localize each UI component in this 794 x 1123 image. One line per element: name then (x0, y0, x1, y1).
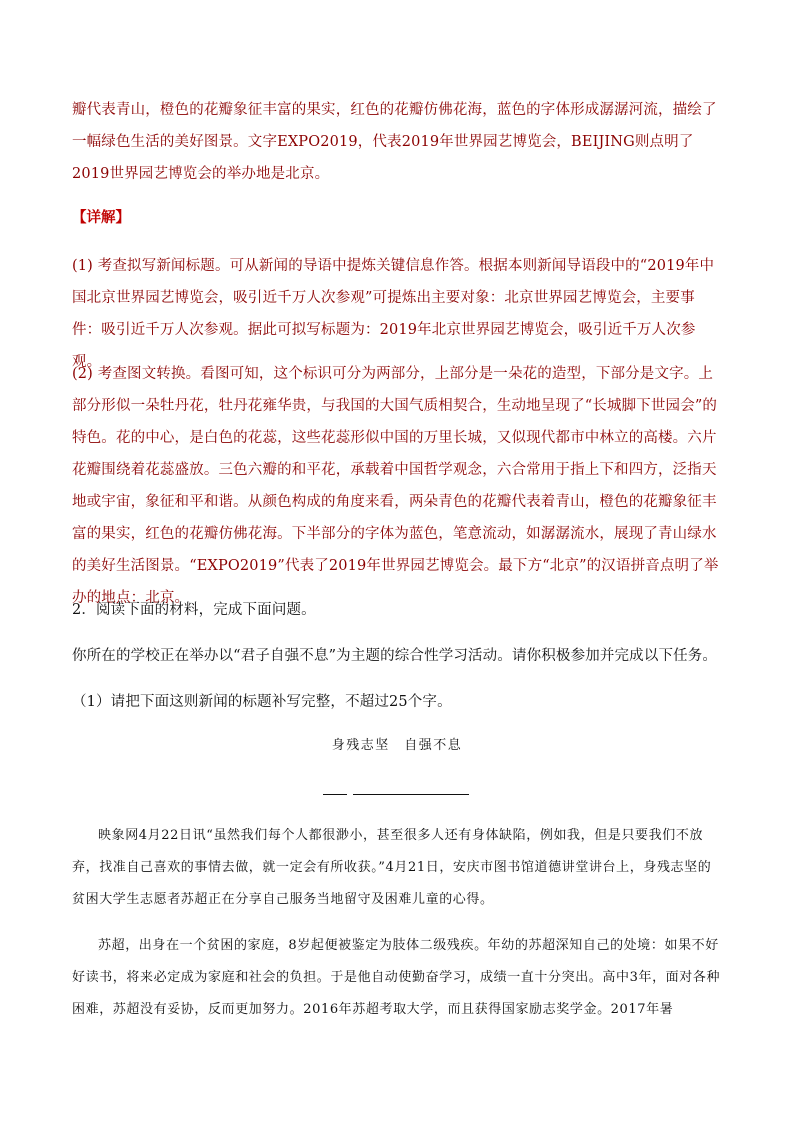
question-2-title: 2．阅读下面的材料，完成下面问题。 (72, 602, 316, 618)
question-2-intro: 你所在的学校正在举办以“君子自强不息”为主题的综合性学习活动。请你积极参加并完成以下任务。 (72, 648, 718, 664)
news-paragraph-2: 苏超，出身在一个贫困的家庭，8岁起便被鉴定为肢体二级残疾。年幼的苏超深知自己的处境：如果不好好读书，将来必定成为家庭和社会的负担。于是他自动使勤奋学习，成绩一直十分突出。高中3年，面对各种困难，苏超没有妥协，反而更加努力。2016年苏超考取大学，而且获得国家励志奖学金。2017年暑 (72, 938, 721, 1017)
intro-paragraph: 瓣代表青山，橙色的花瓣象征丰富的果实，红色的花瓣仿佛花海，蓝色的字体形成潺潺河流，描绘了一幅绿色生活的美好图景。文字EXPO2019，代表2019年世界园艺博览会，BEIJING则点明了2019世界园艺博览会的举办地是北京。 (72, 102, 717, 182)
news-title: 身残志坚 自强不息 (331, 738, 463, 753)
detail-paragraph-1: (1) 考查拟写新闻标题。可从新闻的导语中提炼关键信息作答。根据本则新闻导语段中的“2019年中国北京世界园艺博览会，吸引近千万人次参观”可提炼出主要对象：北京世界园艺博览会，主要事件：吸引近千万人次参观。据此可拟写标题为：2019年北京世界园艺博览会，吸引近千万人次参观。 (72, 258, 715, 370)
question-2-subtask-1: （1）请把下面这则新闻的标题补写完整，不超过25个字。 (72, 694, 452, 710)
answer-blank-short (323, 794, 347, 795)
answer-blank-long (353, 794, 469, 795)
news-paragraph-1: 映象网4月22日讯“虽然我们每个人都很渺小，甚至很多人还有身体缺陷，例如我，但是只要我们不放弃，找准自己喜欢的事情去做，就一定会有所收获。”4月21日，安庆市图书馆道德讲堂讲台上，身残志坚的贫困大学生志愿者苏超正在分享自己服务当地留守及困难儿童的心得。 (72, 828, 712, 907)
detail-paragraph-2: (2) 考查图文转换。看图可知，这个标识可分为两部分，上部分是一朵花的造型，下部分是文字。上部分形似一朵牡丹花，牡丹花雍华贵，与我国的大国气质相契合，生动地呈现了“长城脚下世园会”的特色。花的中心，是白色的花蕊，这些花蕊形似中国的万里长城，又似现代都市中林立的高楼。六片花瓣围绕着花蕊盛放。三色六瓣的和平花，承载着中国哲学观念，六合常用于指上下和四方，泛指天地或宇宙，象征和平和谐。从颜色构成的角度来看，两朵青色的花瓣代表着青山，橙色的花瓣象征丰富的果实，红色的花瓣仿佛花海。下半部分的字体为蓝色，笔意流动，如潺潺流水，展现了青山绿水的美好生活图景。“EXPO2019”代表了2019年世界园艺博览会。最下方“北京”的汉语拼音点明了举办的地点：北京。 (72, 366, 719, 606)
detail-heading: 【详解】 (72, 209, 130, 226)
